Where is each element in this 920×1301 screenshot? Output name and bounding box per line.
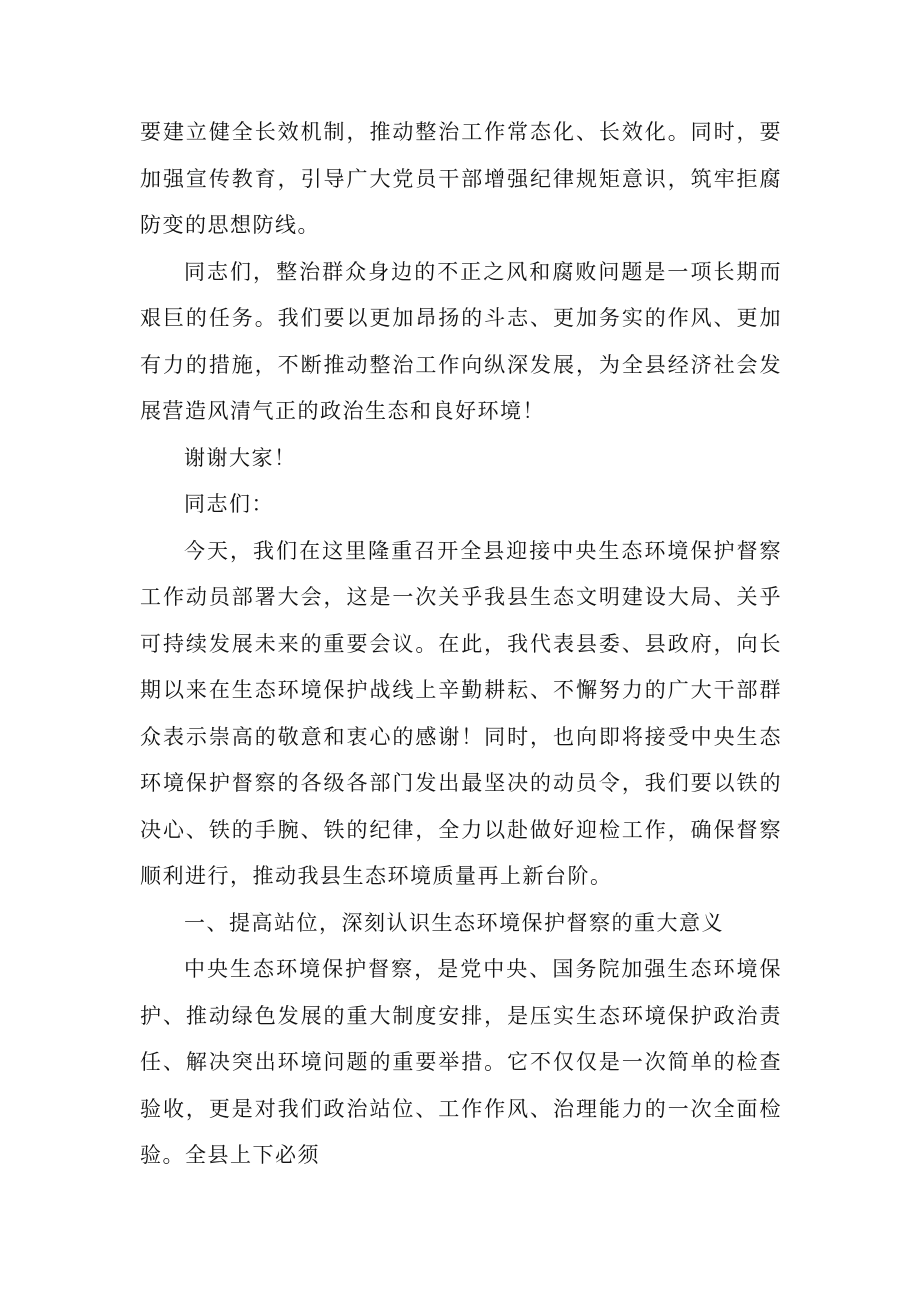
paragraph-opening: 今天，我们在这里隆重召开全县迎接中央生态环境保护督察工作动员部署大会，这是一次关乎我县生态文明建设大局、关乎可持续发展未来的重要会议。在此，我代表县委、县政府，向长期以来在生态环境保护战线上辛勤耕耘、不懈努力的广大干部群众表示崇高的敬意和衷心的感谢！同时，也向即将接受中央生态环境保护督察的各级各部门发出最坚决的动员令，我们要以铁的决心、铁的手腕、铁的纪律，全力以赴做好迎检工作，确保督察顺利进行，推动我县生态环境质量再上新台阶。	[140, 538, 782, 888]
document-body	[140, 109, 782, 1179]
section-heading: 一、提高站位，深刻认识生态环境保护督察的重大意义	[184, 910, 724, 935]
paragraph-continuation: 要建立健全长效机制，推动整治工作常态化、长效化。同时，要加强宣传教育，引导广大党员干部增强纪律规矩意识，筑牢拒腐防变的思想防线。	[140, 120, 782, 237]
paragraph-closing-remarks: 同志们，整治群众身边的不正之风和腐败问题是一项长期而艰巨的任务。我们要以更加昂扬的斗志、更加务实的作风、更加有力的措施，不断推动整治工作向纵深发展，为全县经济社会发展营造风清气正的政治生态和良好环境！	[140, 259, 782, 423]
paragraph-salutation: 同志们：	[184, 492, 274, 516]
paragraph-section-body: 中央生态环境保护督察，是党中央、国务院加强生态环境保护、推动绿色发展的重大制度安排，是压实生态环境保护政治责任、解决突出环境问题的重要举措。它不仅仅是一次简单的检查验收，更是对我们政治站位、工作作风、治理能力的一次全面检验。全县上下必须	[140, 957, 782, 1167]
paragraph-thanks: 谢谢大家！	[184, 445, 297, 470]
